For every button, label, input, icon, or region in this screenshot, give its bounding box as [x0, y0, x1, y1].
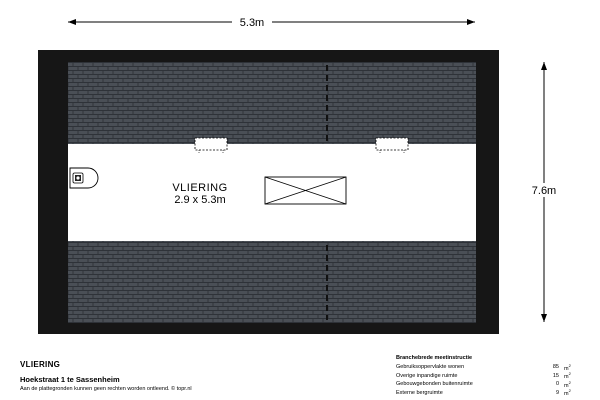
- measurement-heading: Branchebrede meetinstructie: [396, 355, 473, 361]
- measurement-table: [396, 355, 576, 397]
- disclaimer: Aan de plattegronden kunnen geen rechten worden ontleend. © topr.nl: [20, 386, 192, 392]
- footer-info: [20, 360, 192, 392]
- height-label: 7.6m: [531, 185, 557, 197]
- roof-slope-top: [68, 62, 476, 144]
- attic-hatch-icon: [265, 177, 346, 204]
- boiler-icon: [70, 168, 98, 188]
- room-name: VLIERING: [172, 182, 228, 194]
- width-label: 5.3m: [239, 17, 265, 29]
- measurement-row: Gebouwgebonden buitenruimte 0 $m^2$: [396, 379, 571, 389]
- address: Hoekstraat 1 te Sassenheim: [20, 375, 120, 384]
- room-size: 2.9 x 5.3m: [174, 194, 226, 206]
- measurement-row: Externe bergruimte 9 $m^2$: [396, 388, 571, 398]
- height-dimension: [525, 62, 563, 322]
- measurement-row: Gebruiksoppervlakte wonen 85 $m^2$: [396, 362, 571, 372]
- width-dimension: [68, 14, 475, 29]
- measurement-row: Overige inpandige ruimte 15 $m^2$: [396, 371, 571, 381]
- roof-slope-bottom: [68, 241, 476, 323]
- floor-title: VLIERING: [20, 360, 61, 369]
